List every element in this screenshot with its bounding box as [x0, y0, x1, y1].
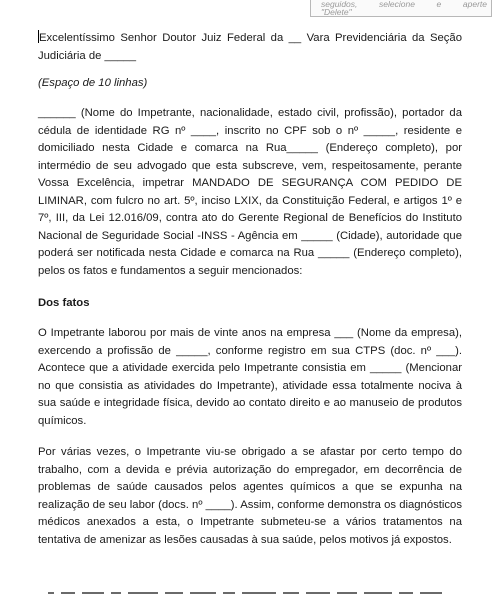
space-note: (Espaço de 10 linhas) [38, 77, 148, 89]
document-header-paragraph[interactable] [38, 30, 462, 65]
section-title-dos-fatos: Dos fatos [38, 297, 90, 309]
tooltip-line-2: "Delete" [321, 7, 352, 17]
fatos-paragraph-1: O Impetrante laborou por mais de vinte anos na empresa ___ (Nome da empresa), exercendo a profissão de _____, conforme registro em sua CTPS (doc. nº ___). Acontece que a atividade exercida pelo Impetrante consistia em _____ (Mencionar no que consistia as atividades do Impetrante), atividade essa totalmente nociva à sua saúde e integridade física, devido ao contato direito e ao manuseio de produtos químicos. [38, 327, 462, 427]
fatos-paragraph-2: Por várias vezes, o Impetrante viu-se obrigado a se afastar por certo tempo do trabalho, com a devida e prévia autorização do empregador, em decorrência de problemas de saúde causados pelos agentes químicos a que se expunha na realização de seu labor (docs. nº ____). Assim, conforme demonstra os diagnósticos médicos anexados a esta, o Impetrante submeteu-se a vários tratamentos na tentativa de amenizar as lesões causadas à sua saúde, pelos motivos já expostos. [38, 446, 462, 546]
instruction-tooltip [310, 0, 492, 17]
intro-paragraph: ______ (Nome do Impetrante, nacionalidade, estado civil, profissão), portador da cédula de identidade RG nº ____, inscrito no CPF sob o nº _____, residente e domiciliado nesta Cidade e comarca na Rua_____ (Endereço completo), por intermédio de seu advogado que esta subscreve, vem, respeitosamente, perante Vossa Excelência, impetrar MANDADO DE SEGURANÇA COM PEDIDO DE LIMINAR, com fulcro no art. 5º, inciso LXIX, da Constituição Federal, e artigos 1º e 7º, III, da Lei 12.016/09, contra ato do Gerente Regional de Benefícios do Instituto Nacional de Seguridade Social -INSS - Agência em _____ (Cidade), autoridade que poderá ser notificada nesta Cidade e comarca na Rua _____ (Endereço completo), pelos os fatos e fundamentos a seguir mencionados: [38, 107, 462, 277]
cut-off-text-line [48, 592, 468, 600]
document-header: Excelentíssimo Senhor Doutor Juiz Federal da __ Vara Previdenciária da Seção Judiciária de _____ [38, 32, 462, 62]
tooltip-line-1: seguidos, selecione e aperte [321, 0, 487, 9]
